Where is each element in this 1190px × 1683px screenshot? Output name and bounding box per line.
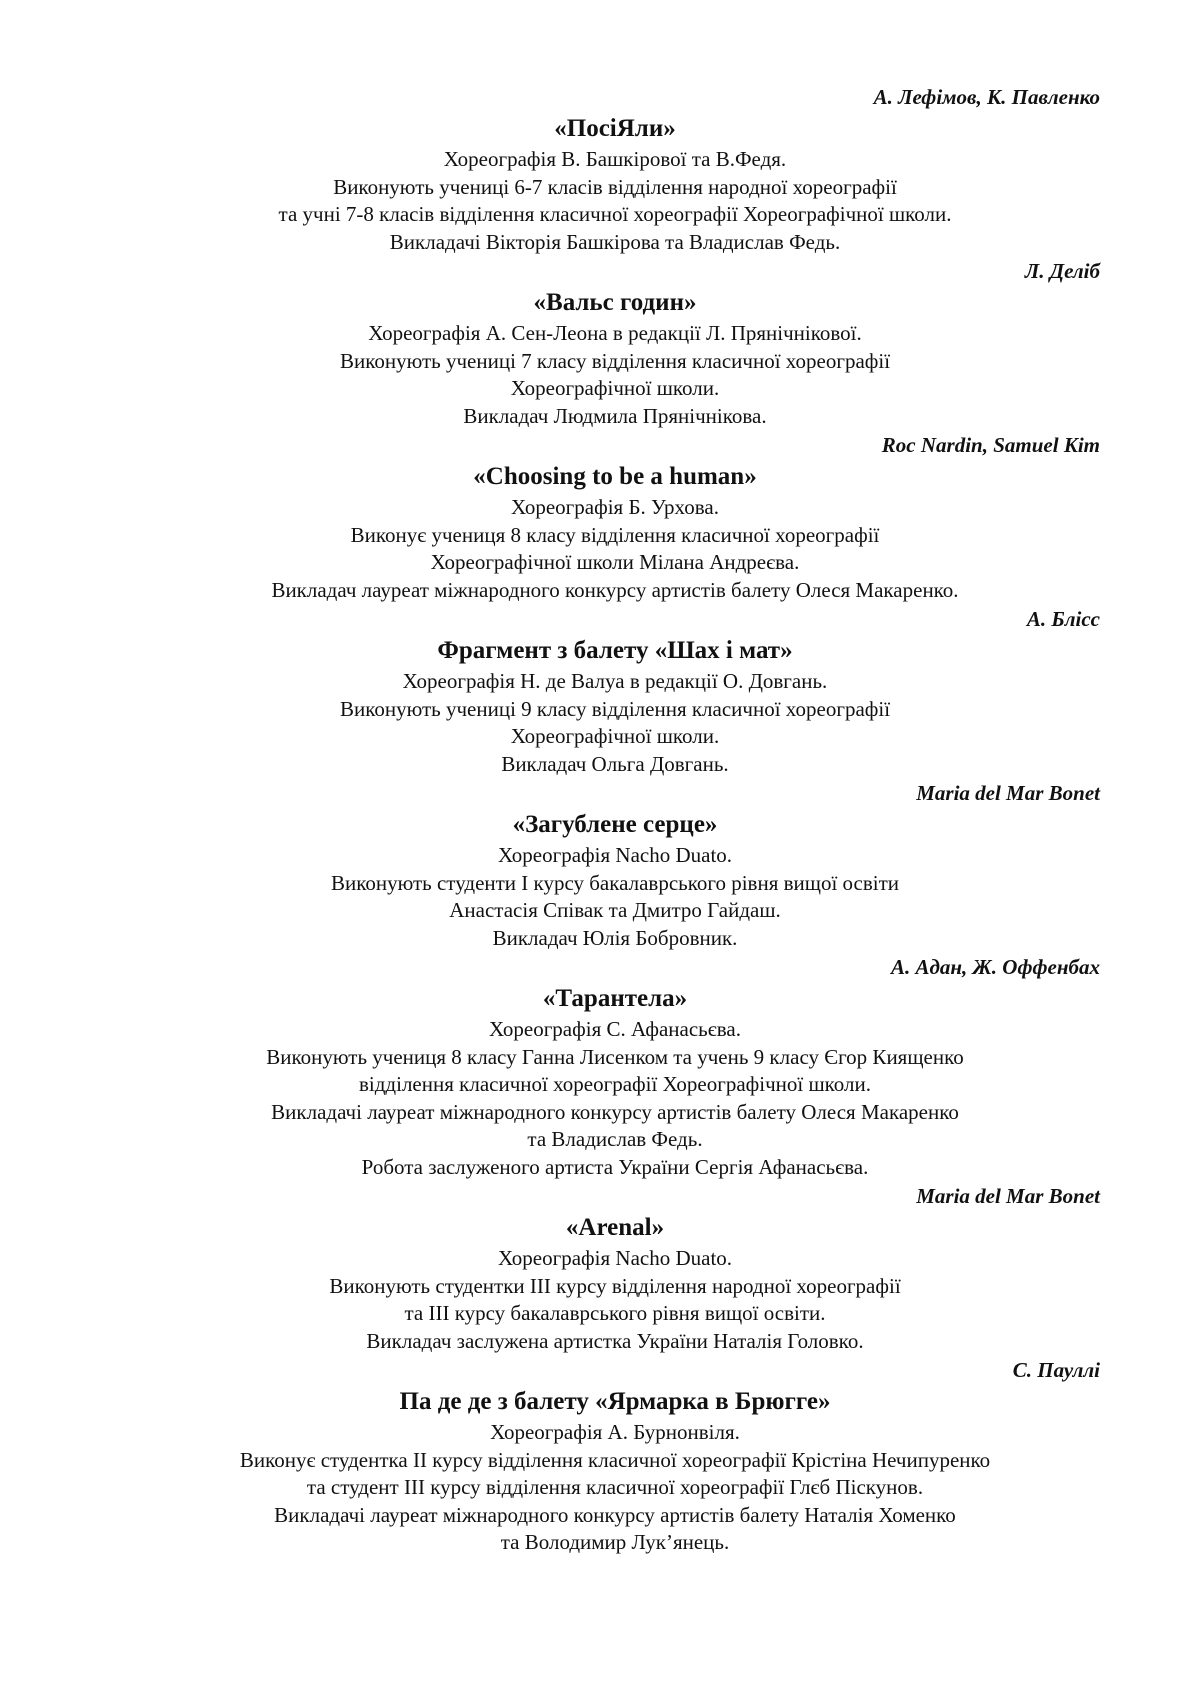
choreography-line: Хореографія А. Бурнонвіля. bbox=[490, 1420, 740, 1444]
composer-credit: Roc Nardin, Samuel Kim bbox=[881, 433, 1100, 457]
teachers-line: Викладач заслужена артистка України Наталія Головко. bbox=[366, 1328, 864, 1353]
performers-line: та ІІІ курсу бакалаврського рівня вищої освіти. bbox=[404, 1301, 826, 1325]
program-number bbox=[0, 82, 1190, 256]
concert-program bbox=[0, 82, 1190, 1557]
choreography-line: Хореографія В. Башкірової та В.Федя. bbox=[443, 147, 787, 171]
teachers-line: та Володимир Лук’янець. bbox=[500, 1530, 730, 1554]
performers-line: Виконують учениці 6-7 класів відділення народної хореографії bbox=[333, 174, 897, 199]
choreography-line: Хореографія Nacho Duato. bbox=[497, 1246, 733, 1270]
number-title: Фрагмент з балету «Шах і мат» bbox=[437, 637, 793, 664]
performers-line: Виконує студентка ІІ курсу відділення класичної хореографії Крістіна Нечипуренко bbox=[239, 1447, 991, 1472]
program-number bbox=[0, 1355, 1190, 1557]
composer-credit: А. Лефімов, К. Павленко bbox=[873, 85, 1100, 109]
teachers-line: Викладач Ольга Довгань. bbox=[501, 751, 729, 776]
composer-credit: Л. Деліб bbox=[1024, 259, 1100, 283]
number-title: «ПосіЯли» bbox=[554, 115, 676, 142]
performers-line: Хореографічної школи. bbox=[510, 724, 720, 748]
teachers-line: Викладачі лауреат міжнародного конкурсу артистів балету Олеся Макаренко bbox=[271, 1099, 959, 1124]
teachers-line: Викладачі лауреат міжнародного конкурсу артистів балету Наталія Хоменко bbox=[274, 1502, 956, 1527]
performers-line: Хореографічної школи Мілана Андреєва. bbox=[430, 550, 800, 574]
teachers-line: Викладач Юлія Бобровник. bbox=[492, 925, 738, 950]
performers-line: відділення класичної хореографії Хореографічної школи. bbox=[359, 1072, 871, 1096]
choreography-line: Хореографія Н. де Валуа в редакції О. Довгань. bbox=[402, 669, 828, 693]
performers-line: Виконує учениця 8 класу відділення класичної хореографії bbox=[350, 522, 880, 547]
program-number bbox=[0, 256, 1190, 430]
performers-line: Виконують студенти І курсу бакалаврського рівня вищої освіти bbox=[330, 870, 900, 895]
program-number bbox=[0, 604, 1190, 778]
performers-line: Анастасія Співак та Дмитро Гайдаш. bbox=[449, 898, 781, 922]
number-title: «Загублене серце» bbox=[512, 811, 718, 838]
composer-credit: А. Адан, Ж. Оффенбах bbox=[890, 955, 1100, 979]
teachers-line: та Владислав Федь. bbox=[527, 1127, 703, 1151]
number-title: «Choosing to be a human» bbox=[473, 463, 757, 490]
program-number bbox=[0, 430, 1190, 604]
composer-credit: С. Пауллі bbox=[1012, 1358, 1100, 1382]
number-title: «Тарантела» bbox=[542, 985, 688, 1012]
teachers-line: Викладач лауреат міжнародного конкурсу артистів балету Олеся Макаренко. bbox=[271, 577, 959, 602]
performers-line: Виконують учениці 9 класу відділення класичної хореографії bbox=[339, 696, 891, 721]
performers-line: Виконують студентки ІІІ курсу відділення народної хореографії bbox=[329, 1273, 901, 1298]
composer-credit: Maria del Mar Bonet bbox=[916, 781, 1100, 805]
composer-credit: Maria del Mar Bonet bbox=[916, 1184, 1100, 1208]
choreography-line: Хореографія С. Афанасьєва. bbox=[489, 1017, 741, 1041]
number-title: Па де де з балету «Ярмарка в Брюгге» bbox=[399, 1388, 831, 1415]
performers-line: Виконують учениці 7 класу відділення класичної хореографії bbox=[339, 348, 891, 373]
teachers-line: Викладачі Вікторія Башкірова та Владислав Федь. bbox=[389, 229, 841, 254]
program-number bbox=[0, 952, 1190, 1181]
credit-line: Робота заслуженого артиста України Сергія Афанасьєва. bbox=[361, 1154, 869, 1179]
choreography-line: Хореографія А. Сен-Леона в редакції Л. Прянічнікової. bbox=[368, 321, 862, 345]
performers-line: та студент ІІІ курсу відділення класичної хореографії Глєб Піскунов. bbox=[306, 1475, 924, 1499]
composer-credit: А. Блісс bbox=[1026, 607, 1100, 631]
performers-line: Виконують учениця 8 класу Ганна Лисенком та учень 9 класу Єгор Киященко bbox=[266, 1044, 964, 1069]
program-number bbox=[0, 1181, 1190, 1355]
teachers-line: Викладач Людмила Прянічнікова. bbox=[463, 403, 767, 428]
performers-line: Хореографічної школи. bbox=[510, 376, 720, 400]
choreography-line: Хореографія Nacho Duato. bbox=[497, 843, 733, 867]
choreography-line: Хореографія Б. Урхова. bbox=[511, 495, 719, 519]
performers-line: та учні 7-8 класів відділення класичної хореографії Хореографічної школи. bbox=[278, 202, 952, 226]
program-number bbox=[0, 778, 1190, 952]
number-title: «Arenal» bbox=[565, 1214, 665, 1241]
number-title: «Вальс годин» bbox=[533, 289, 697, 316]
